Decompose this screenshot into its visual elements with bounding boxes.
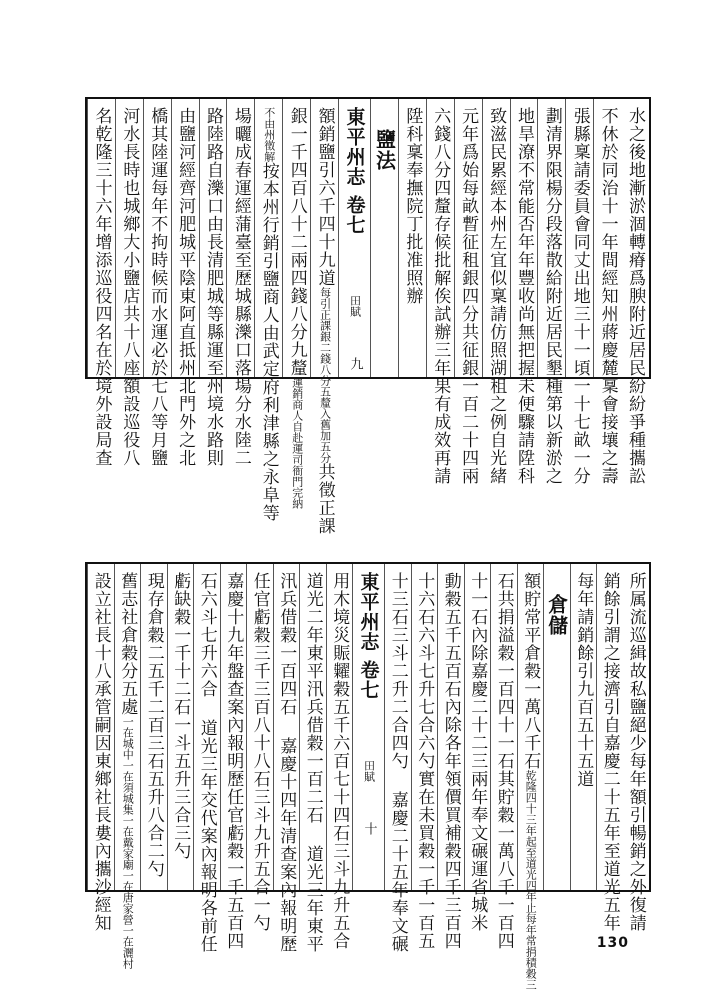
column-text [230, 99, 252, 467]
column-text [519, 564, 541, 990]
text-column [143, 99, 171, 467]
text-column [537, 99, 565, 485]
column-annotation: 運銷商人自赴運司衙門完納 [290, 377, 304, 509]
column-text [90, 99, 112, 467]
text-column [490, 564, 517, 950]
column-text [275, 564, 297, 953]
column-main-text: 嘉慶十九年盤查案內報明歷任官虧穀一千五百四 [223, 572, 244, 950]
column-text [485, 99, 507, 485]
text-column [87, 564, 114, 932]
text-column [411, 564, 438, 950]
folio-leaf: 十 [361, 822, 377, 836]
column-main-text: 張縣稟請委員會同丈出地三十一頃一十七畝一分 [569, 107, 590, 485]
column-text [146, 99, 168, 467]
text-column [171, 99, 199, 467]
text-column [167, 564, 194, 890]
section-heading-column [543, 564, 570, 890]
column-main-text: 舊志社倉穀分五處 [117, 572, 138, 716]
folio-column [338, 99, 370, 377]
column-text [546, 564, 568, 920]
text-column [282, 99, 310, 509]
column-text [116, 564, 138, 969]
column-text [466, 564, 488, 932]
folio-title: 東平州志 [357, 572, 380, 652]
column-text [413, 564, 435, 950]
column-text [90, 564, 112, 932]
folio-section: 田賦 [348, 295, 362, 317]
text-column [199, 99, 227, 467]
column-top-note: 不由州徵解 [262, 107, 276, 162]
folio-column [352, 564, 384, 890]
column-text [599, 564, 621, 932]
column-main-text: 劃清界限楊分段落散給附近居民墾種第以新淤之 [541, 107, 562, 485]
section-heading: 鹽法 [372, 129, 397, 171]
column-main-text: 地旱潦不常能否年年豐收尚無把握未便驟請陞科 [513, 107, 534, 485]
text-column [115, 99, 143, 467]
text-column [517, 564, 544, 990]
text-column [226, 99, 254, 467]
text-column [593, 99, 621, 485]
text-column [220, 564, 247, 950]
text-column [384, 564, 411, 953]
text-column [464, 564, 491, 932]
column-text [328, 564, 350, 950]
column-main-text: 水之後地漸淤涸轉瘠爲腴附近居民紛紛爭種攜訟 [625, 107, 646, 485]
column-text [429, 99, 451, 485]
column-main-text: 陞科稟奉撫院丁批准照辦 [402, 107, 423, 305]
folio-section: 田賦 [362, 760, 376, 782]
column-main-text: 額銷鹽引六千四十九道 [314, 107, 335, 287]
text-column [246, 564, 273, 932]
column-main-text: 路陸路自濼口由長清肥城等縣運至州境水路則 [203, 107, 224, 467]
column-main-text: 動穀五千五百石內除各年領價買補穀四千三百四 [440, 572, 461, 950]
column-text [572, 564, 594, 898]
upper-page-panel [85, 97, 651, 535]
column-main-text: 十一石內除嘉慶二十二三兩年奉文碾運省城米 [467, 572, 488, 932]
column-text [118, 99, 140, 467]
column-main-text: 所属流巡緝故私鹽絕少每年額引暢銷之外復請 [625, 572, 646, 932]
folio-title: 東平州志 [343, 107, 366, 187]
column-main-text: 十三石三斗二升二合四勺 嘉慶二十五年奉文碾 [387, 572, 408, 953]
column-main-text: 致滋民累經本州左宜似稟請仿照湖租之例自光緒 [486, 107, 507, 485]
text-column [621, 99, 649, 485]
section-heading: 倉儲 [544, 594, 569, 636]
text-column [426, 99, 454, 485]
column-text [457, 99, 479, 485]
column-text [624, 99, 646, 485]
column-continuation: 共徵正課 [314, 463, 335, 535]
column-text [202, 99, 224, 467]
column-text [286, 99, 308, 509]
column-text [143, 564, 165, 898]
section-heading-column [370, 99, 398, 377]
text-column [140, 564, 167, 890]
column-text [401, 99, 423, 385]
column-text [513, 99, 535, 485]
column-main-text: 按本州行銷引鹽商人由武定府利津縣之永阜等 [258, 162, 279, 522]
column-main-text: 設立社長十八承管嗣因東鄉社長婁內攜沙經知 [90, 572, 111, 932]
column-text [493, 564, 515, 950]
column-text [597, 99, 619, 485]
column-main-text: 由鹽河經齊河肥城平陰東阿直抵州北門外之北 [175, 107, 196, 467]
upper-text-columns [87, 99, 649, 535]
text-column [565, 99, 593, 485]
column-main-text: 石共捐溢穀一百四十一石其貯穀一萬八千一百四 [493, 572, 514, 950]
column-text [373, 99, 395, 407]
folio-leaf: 九 [347, 357, 363, 371]
text-column [510, 99, 538, 485]
text-column [114, 564, 141, 969]
column-text [314, 99, 336, 535]
folio-juan: 卷七 [343, 195, 366, 235]
text-column [273, 564, 300, 953]
column-text [222, 564, 244, 950]
text-column [437, 564, 464, 950]
column-main-text: 元年爲始每畝暫征租銀四分共征銀一百二十四兩 [458, 107, 479, 485]
page-number: 130 [596, 935, 629, 951]
column-main-text: 橋其陸運每年不拘時候而水運必於七八等月鹽 [147, 107, 168, 467]
column-main-text: 銀一千四百八十二兩四錢八分九釐 [286, 107, 307, 377]
column-text [169, 564, 191, 898]
column-text [174, 99, 196, 467]
column-text [302, 564, 324, 953]
text-column [254, 99, 282, 522]
column-text [569, 99, 591, 485]
text-column [326, 564, 353, 950]
text-column [87, 99, 115, 467]
column-main-text: 名乾隆三十六年增添巡役四名在於境外設局查 [91, 107, 112, 467]
column-main-text: 用木境災賑糶穀五千六百七十四石三斗九升五合 [329, 572, 350, 950]
column-main-text: 銷餘引謂之接濟引自嘉慶二十五年至道光五年 [599, 572, 620, 932]
text-column [299, 564, 326, 953]
column-text [387, 564, 409, 953]
text-column [398, 99, 426, 377]
column-text [249, 564, 271, 932]
text-column [623, 564, 650, 932]
column-main-text: 十六石六斗七升七合六勺實在未買穀一千一百五 [414, 572, 435, 950]
column-main-text: 不休於同治十一年間經知州蔣慶麓稟會接壤之壽 [597, 107, 618, 485]
text-column [310, 99, 338, 535]
column-main-text: 額貯常平倉穀一萬八千石 [520, 572, 541, 770]
text-column [482, 99, 510, 485]
column-main-text: 每年請銷餘引九百五十五道 [573, 572, 594, 788]
column-main-text: 虧缺穀一千十二石一斗五升三合三勺 [170, 572, 191, 860]
folio-text [344, 99, 366, 385]
text-column [570, 564, 597, 890]
column-annotation: 一在城中一在須城集一在戴家廟一在唐家營一在灑村 [121, 716, 135, 969]
column-main-text: 道光二年東平汛兵借穀一百二石 道光三年東平 [302, 572, 323, 953]
column-main-text: 現存倉穀二五千二百三石五升八合二勺 [143, 572, 164, 878]
text-column [596, 564, 623, 932]
column-main-text: 任官虧穀三千三百八十八石三斗九升五合一勺 [249, 572, 270, 932]
folio-text [358, 564, 380, 898]
column-text [625, 564, 647, 932]
text-column [454, 99, 482, 485]
folio-juan: 卷七 [357, 660, 380, 700]
column-annotation: 每引正課銀二錢八分五釐入舊加五分 [318, 287, 332, 463]
column-text [440, 564, 462, 950]
column-main-text: 六錢八分四釐存候批解俟試辦三年果有成效再請 [430, 107, 451, 485]
column-text [196, 564, 218, 953]
column-text [541, 99, 563, 485]
column-main-text: 石六斗七升六合 道光三年交代案內報明各前任 [196, 572, 217, 953]
column-annotation: 乾隆四十三年起至道光四年止每年常捐積穀三 [524, 770, 538, 990]
column-main-text: 場曬成春運經蒲臺至歷城縣濼口落場分水陸二 [230, 107, 251, 467]
text-column [193, 564, 220, 953]
column-text [258, 99, 280, 522]
column-main-text: 河水長時也城鄉大小鹽店共十八座額設巡役八 [119, 107, 140, 467]
column-main-text: 汛兵借穀一百四石 嘉慶十四年清查案內報明歷 [276, 572, 297, 953]
